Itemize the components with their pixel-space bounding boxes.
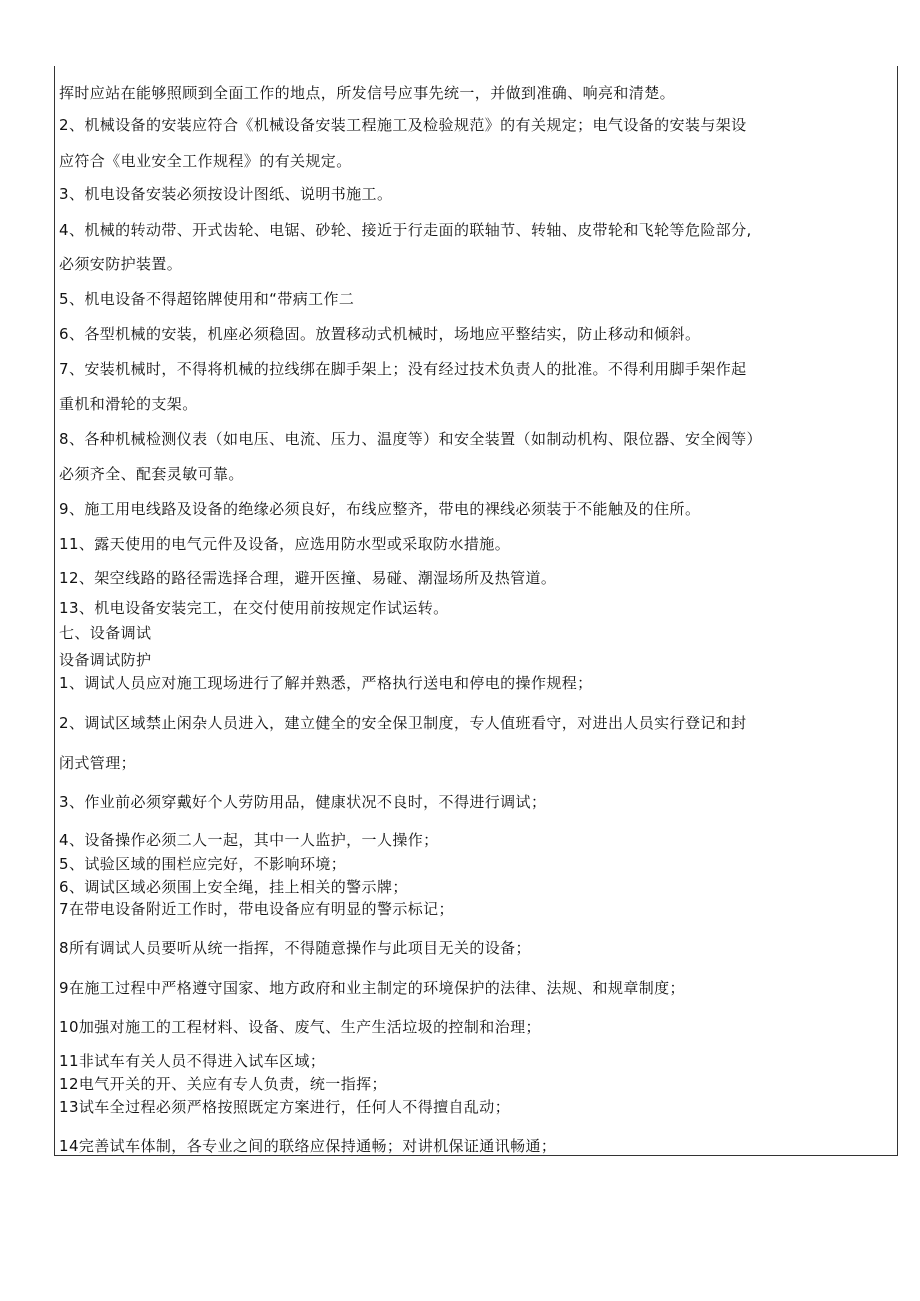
text-line: 4、机械的转动带、开式齿轮、电锯、砂轮、接近于行走面的联轴节、转轴、皮带轮和飞轮等危险部分, bbox=[59, 221, 752, 239]
text-line: 9在施工过程中严格遵守国家、地方政府和业主制定的环境保护的法律、法规、和规章制度； bbox=[59, 979, 685, 997]
text-line: 8所有调试人员要听从统一指挥，不得随意操作与此项目无关的设备； bbox=[59, 939, 531, 957]
text-line: 必须齐全、配套灵敏可靠。 bbox=[59, 465, 244, 483]
text-line: 3、作业前必须穿戴好个人劳防用品，健康状况不良时，不得进行调试； bbox=[59, 793, 547, 811]
text-line: 5、机电设备不得超铭牌使用和“带病工作二 bbox=[59, 290, 355, 308]
text-line: 9、施工用电线路及设备的绝缘必须良好，布线应整齐，带电的裸线必须装于不能触及的住所。 bbox=[59, 500, 701, 518]
text-line: 14完善试车体制，各专业之间的联络应保持通畅；对讲机保证通讯畅通； bbox=[59, 1137, 557, 1155]
text-line: 5、试验区域的围栏应完好，不影响环境； bbox=[59, 855, 347, 873]
text-line: 11非试车有关人员不得进入试车区域； bbox=[59, 1052, 326, 1070]
text-line: 4、设备操作必须二人一起，其中一人监护，一人操作； bbox=[59, 831, 439, 849]
text-line: 3、机电设备安装必须按设计图纸、说明书施工。 bbox=[59, 185, 393, 203]
text-line: 12、架空线路的路径需选择合理，避开医撞、易碰、潮湿场所及热管道。 bbox=[59, 569, 557, 587]
text-line: 10加强对施工的工程材料、设备、废气、生产生活垃圾的控制和治理； bbox=[59, 1018, 541, 1036]
text-line: 闭式管理； bbox=[59, 754, 137, 772]
text-line: 11、露天使用的电气元件及设备，应选用防水型或采取防水措施。 bbox=[59, 535, 511, 553]
text-line: 重机和滑轮的支架。 bbox=[59, 395, 198, 413]
text-line: 7、安装机械时，不得将机械的拉线绑在脚手架上；没有经过技术负责人的批准。不得利用脚手架作起 bbox=[59, 360, 747, 378]
text-line: 必须安防护装置。 bbox=[59, 255, 183, 273]
text-line: 13试车全过程必须严格按照既定方案进行，任何人不得擅自乱动； bbox=[59, 1098, 511, 1116]
text-line: 2、调试区域禁止闲杂人员进入，建立健全的安全保卫制度，专人值班看守，对进出人员实行登记和封 bbox=[59, 714, 747, 732]
text-line: 12电气开关的开、关应有专人负责，统一指挥； bbox=[59, 1075, 387, 1093]
text-line: 挥时应站在能够照顾到全面工作的地点，所发信号应事先统一，并做到准确、响亮和清楚。 bbox=[59, 84, 676, 102]
text-line: 6、调试区域必须围上安全绳，挂上相关的警示牌； bbox=[59, 878, 408, 896]
text-line: 6、各型机械的安装，机座必须稳固。放置移动式机械时，场地应平整结实，防止移动和倾斜。 bbox=[59, 325, 701, 343]
text-line: 1、调试人员应对施工现场进行了解并熟悉，严格执行送电和停电的操作规程； bbox=[59, 674, 593, 692]
section-heading: 七、设备调试 bbox=[59, 624, 152, 642]
text-line: 7在带电设备附近工作时，带电设备应有明显的警示标记； bbox=[59, 900, 454, 918]
subsection-heading: 设备调试防护 bbox=[59, 651, 152, 669]
text-line: 8、各种机械检测仪表（如电压、电流、压力、温度等）和安全装置（如制动机构、限位器、安全阀等） bbox=[59, 430, 762, 448]
text-line: 13、机电设备安装完工，在交付使用前按规定作试运转。 bbox=[59, 599, 449, 617]
document-frame bbox=[54, 66, 898, 1156]
text-line: 2、机械设备的安装应符合《机械设备安装工程施工及检验规范》的有关规定；电气设备的安装与架设 bbox=[59, 116, 747, 134]
text-line: 应符合《电业安全工作规程》的有关规定。 bbox=[59, 152, 352, 170]
